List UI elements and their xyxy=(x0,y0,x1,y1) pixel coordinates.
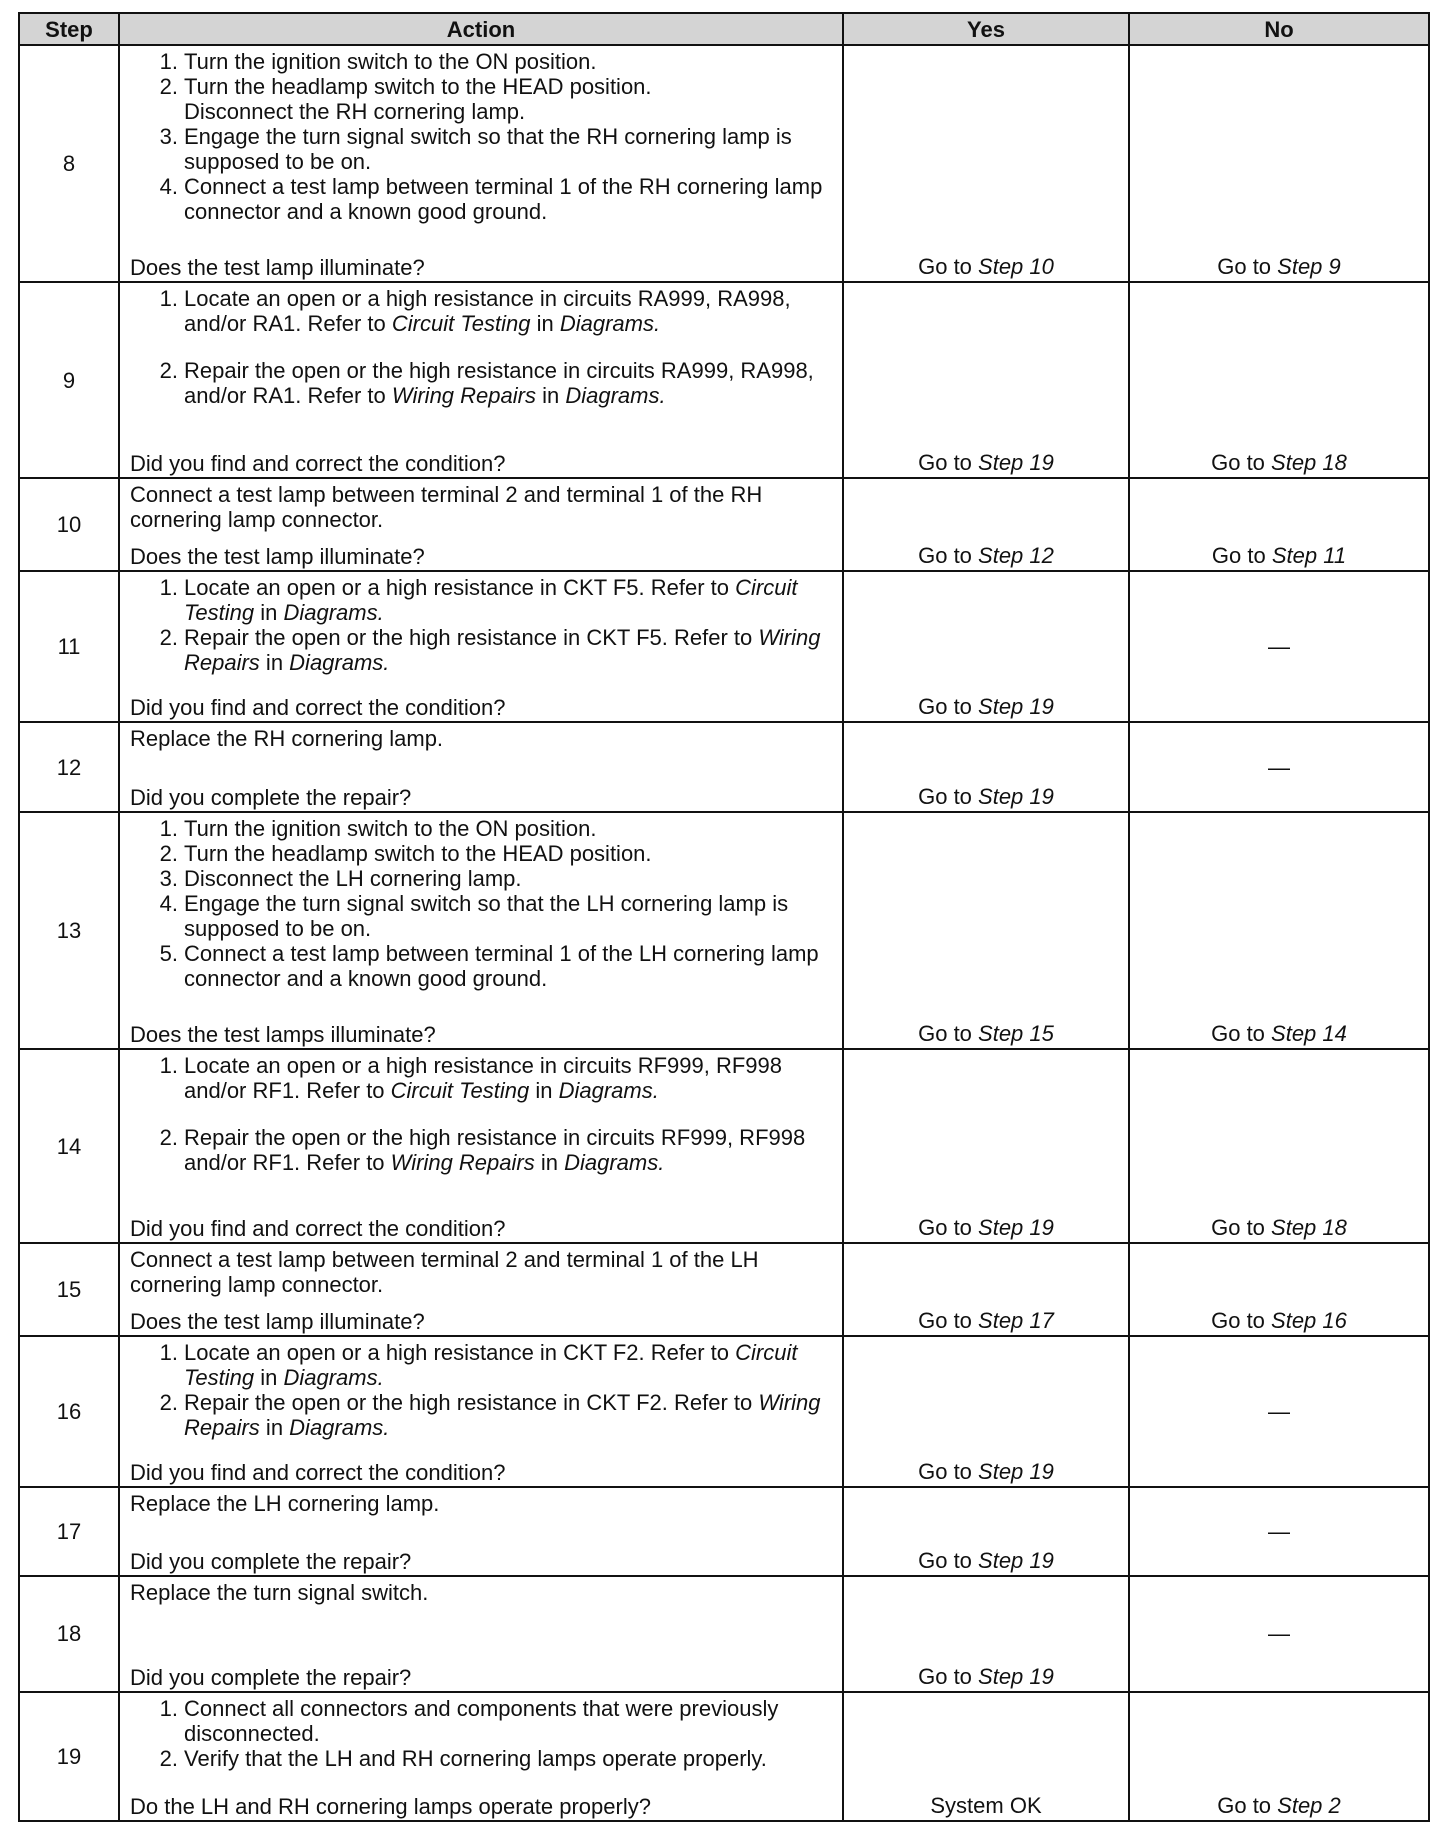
instruction-text: Connect a test lamp between terminal 2 and terminal 1 of the RH cornering lamp connector. xyxy=(130,482,763,533)
header-no: No xyxy=(1129,13,1429,45)
instruction-text: Engage the turn signal switch so that the LH cornering lamp is supposed to be on. xyxy=(184,891,789,942)
instruction-text: Turn the ignition switch to the ON position. xyxy=(184,49,597,74)
question-text: Did you complete the repair? xyxy=(130,1548,412,1574)
yes-cell-prefix: Go to xyxy=(918,1308,979,1334)
yes-cell-step-link: Step 19 xyxy=(978,1547,1054,1573)
no-cell-step-link: Step 9 xyxy=(1277,254,1341,280)
yes-cell-prefix: Go to xyxy=(918,543,979,569)
action-body xyxy=(130,1696,834,1794)
reference-text: Diagrams. xyxy=(283,600,384,626)
step-list-item xyxy=(150,49,834,74)
instruction-text: in xyxy=(259,1415,290,1441)
instruction-text: Turn the ignition switch to the ON position. xyxy=(184,816,597,842)
table-row xyxy=(19,478,1429,571)
yes-cell-prefix: Go to xyxy=(918,450,979,476)
yes-cell-step-link: Step 17 xyxy=(978,1308,1054,1334)
action-cell xyxy=(119,1243,843,1336)
step-cell: 15 xyxy=(19,1243,119,1336)
no-cell xyxy=(1129,282,1429,478)
action-content xyxy=(130,1491,834,1574)
reference-text: Diagrams. xyxy=(289,1415,390,1441)
step-cell: 19 xyxy=(19,1692,119,1821)
yes-cell-prefix: Go to xyxy=(918,1214,979,1240)
reference-text: Circuit Testing xyxy=(184,1340,798,1391)
question-text: Does the test lamps illuminate? xyxy=(130,1022,436,1048)
step-list-item xyxy=(150,1390,834,1440)
no-cell: — xyxy=(1129,1336,1429,1487)
no-cell: — xyxy=(1129,571,1429,722)
step-list xyxy=(130,1340,834,1440)
step-cell: 11 xyxy=(19,571,119,722)
action-body xyxy=(130,575,834,695)
step-number: 2. xyxy=(159,1390,178,1416)
header-row xyxy=(19,13,1429,45)
instruction-text: Connect all connectors and components that were previously disconnected. xyxy=(184,1695,779,1746)
reference-text: Diagrams. xyxy=(289,650,390,676)
step-cell: 12 xyxy=(19,722,119,812)
yes-cell-step-link: Step 19 xyxy=(978,1214,1054,1240)
yes-cell xyxy=(843,478,1129,571)
instruction-text: Connect a test lamp between terminal 1 of the RH cornering lamp connector and a known good ground. xyxy=(184,174,823,224)
step-number: 2. xyxy=(159,625,178,651)
instruction-text: Connect a test lamp between terminal 1 of the LH cornering lamp connector and a known good ground. xyxy=(184,941,819,992)
yes-cell-prefix: Go to xyxy=(918,1547,979,1573)
instruction-text: Locate an open or a high resistance in CKT F5. Refer to xyxy=(184,575,736,601)
instruction-text: in xyxy=(534,1150,565,1176)
step-list-item xyxy=(150,99,834,124)
action-cell xyxy=(119,812,843,1049)
step-list-item xyxy=(150,941,834,991)
action-cell xyxy=(119,722,843,812)
no-cell-step-link: Step 2 xyxy=(1277,1793,1341,1818)
step-cell: 8 xyxy=(19,45,119,282)
yes-cell-prefix: Go to xyxy=(918,694,979,720)
no-cell: — xyxy=(1129,1487,1429,1576)
question-text: Did you complete the repair? xyxy=(130,785,412,811)
no-cell-prefix: Go to xyxy=(1211,450,1272,476)
reference-text: Circuit Testing xyxy=(390,1078,530,1104)
instruction-text: in xyxy=(259,650,290,676)
step-cell: 13 xyxy=(19,812,119,1049)
yes-cell-prefix: Go to xyxy=(918,1663,979,1689)
reference-text: Wiring Repairs xyxy=(390,1150,535,1176)
instruction-text: Locate an open or a high resistance in CKT F2. Refer to xyxy=(184,1340,736,1366)
step-cell: 17 xyxy=(19,1487,119,1576)
reference-text: Diagrams. xyxy=(559,311,661,337)
instruction-text: Turn the headlamp switch to the HEAD position. xyxy=(184,74,652,99)
question-text: Did you find and correct the condition? xyxy=(130,1215,506,1241)
instruction-text: in xyxy=(535,383,566,409)
action-content xyxy=(130,482,834,569)
no-cell: — xyxy=(1129,722,1429,812)
no-cell-prefix: Go to xyxy=(1211,543,1272,569)
reference-text: Circuit Testing xyxy=(391,311,531,337)
question-text: Does the test lamp illuminate? xyxy=(130,544,425,570)
instruction-text: Engage the turn signal switch so that the RH cornering lamp is supposed to be on. xyxy=(184,124,792,174)
instruction-text: in xyxy=(530,311,560,337)
step-number: 2. xyxy=(159,1125,178,1151)
step-list-item xyxy=(150,1696,834,1746)
reference-text: Diagrams. xyxy=(565,383,666,409)
action-cell xyxy=(119,478,843,571)
instruction-text: Locate an open or a high resistance in circuits RF999, RF998 and/or RF1. Refer to xyxy=(184,1053,782,1104)
action-cell xyxy=(119,1487,843,1576)
yes-cell-step-link: Step 19 xyxy=(978,450,1054,476)
reference-text: Diagrams. xyxy=(283,1365,384,1391)
instruction-text: Repair the open or the high resistance in CKT F2. Refer to xyxy=(184,1390,759,1416)
step-list xyxy=(130,1696,834,1771)
instruction-text: Disconnect the RH cornering lamp. xyxy=(184,99,526,124)
no-cell-step-link: Step 18 xyxy=(1271,450,1347,476)
step-list-item xyxy=(150,891,834,941)
step-list-item xyxy=(150,841,834,866)
action-cell xyxy=(119,282,843,478)
diagnostic-table xyxy=(18,12,1430,1822)
step-list-item xyxy=(150,124,834,174)
action-body xyxy=(130,286,834,451)
yes-cell-prefix: Go to xyxy=(918,254,979,280)
no-cell-prefix: Go to xyxy=(1211,1308,1272,1334)
no-cell-step-link: Step 16 xyxy=(1271,1308,1347,1334)
step-number: 1. xyxy=(159,575,178,601)
table-row xyxy=(19,1049,1429,1242)
action-content xyxy=(130,1580,834,1690)
table-body xyxy=(19,45,1429,1821)
yes-cell-step-link: Step 19 xyxy=(978,1663,1054,1689)
reference-text: Wiring Repairs xyxy=(184,1390,821,1441)
step-cell: 14 xyxy=(19,1049,119,1242)
step-number: 3. xyxy=(159,124,178,149)
no-cell xyxy=(1129,1049,1429,1242)
instruction-text: Verify that the LH and RH cornering lamps operate properly. xyxy=(184,1745,767,1771)
step-list-item xyxy=(150,625,834,675)
step-list-item xyxy=(150,358,834,408)
table-row xyxy=(19,1336,1429,1487)
yes-cell xyxy=(843,1692,1129,1821)
step-number: 1. xyxy=(159,1340,178,1366)
action-cell xyxy=(119,45,843,282)
yes-cell xyxy=(843,1487,1129,1576)
step-number: 3. xyxy=(159,866,178,892)
yes-cell xyxy=(843,1576,1129,1692)
step-number: 2. xyxy=(159,358,178,384)
reference-text: Wiring Repairs xyxy=(391,383,536,409)
step-number: 2. xyxy=(159,1745,178,1771)
instruction-text: Connect a test lamp between terminal 2 and terminal 1 of the LH cornering lamp connector. xyxy=(130,1246,759,1297)
step-number: 2. xyxy=(159,841,178,867)
action-content xyxy=(130,1247,834,1334)
no-cell-prefix: Go to xyxy=(1217,254,1278,280)
step-list xyxy=(130,816,834,991)
step-list-item xyxy=(150,816,834,841)
step-number: 1. xyxy=(159,1695,178,1721)
instruction-text: Repair the open or the high resistance in CKT F5. Refer to xyxy=(184,625,759,651)
step-list xyxy=(130,49,834,224)
instruction-text: in xyxy=(254,600,284,626)
step-list xyxy=(130,575,834,675)
action-content xyxy=(130,816,834,1047)
instruction-text: Repair the open or the high resistance in circuits RA999, RA998, and/or RA1. Refer to xyxy=(184,358,814,409)
action-content xyxy=(130,575,834,720)
step-number: 4. xyxy=(159,174,178,199)
action-cell xyxy=(119,1692,843,1821)
yes-cell-prefix: Go to xyxy=(918,784,979,810)
yes-cell xyxy=(843,1243,1129,1336)
header-yes: Yes xyxy=(843,13,1129,45)
instruction-text: Disconnect the LH cornering lamp. xyxy=(184,866,522,892)
instruction-text: Replace the LH cornering lamp. xyxy=(130,1490,440,1516)
question-text: Did you find and correct the condition? xyxy=(130,1459,506,1485)
instruction-text: Replace the RH cornering lamp. xyxy=(130,726,444,752)
step-list-item xyxy=(150,1340,834,1390)
question-text: Did you find and correct the condition? xyxy=(130,695,506,721)
step-cell: 16 xyxy=(19,1336,119,1487)
table-row xyxy=(19,1576,1429,1692)
table-row xyxy=(19,1243,1429,1336)
yes-cell xyxy=(843,45,1129,282)
action-content xyxy=(130,1340,834,1485)
reference-text: Circuit Testing xyxy=(184,575,798,626)
question-text: Did you find and correct the condition? xyxy=(130,451,506,477)
step-number: 1. xyxy=(159,816,178,842)
action-cell xyxy=(119,571,843,722)
header-step: Step xyxy=(19,13,119,45)
yes-cell xyxy=(843,1336,1129,1487)
no-cell xyxy=(1129,478,1429,571)
action-body xyxy=(130,816,834,1022)
yes-cell-prefix: Go to xyxy=(918,1021,979,1047)
step-list-item xyxy=(150,74,834,99)
step-number: 1. xyxy=(159,49,178,74)
instruction-text: in xyxy=(529,1078,559,1104)
step-list-item xyxy=(150,1053,834,1103)
step-list-item xyxy=(150,286,834,336)
step-list-item xyxy=(150,866,834,891)
table-row xyxy=(19,722,1429,812)
action-body xyxy=(130,482,834,544)
action-body xyxy=(130,1247,834,1309)
step-list xyxy=(130,286,834,408)
no-cell xyxy=(1129,812,1429,1049)
step-number: 1. xyxy=(159,1053,178,1079)
yes-cell xyxy=(843,812,1129,1049)
action-content xyxy=(130,1053,834,1240)
yes-cell-step-link: Step 12 xyxy=(978,543,1054,569)
table-row xyxy=(19,282,1429,478)
table-row xyxy=(19,1692,1429,1821)
instruction-text: Repair the open or the high resistance in circuits RF999, RF998 and/or RF1. Refer to xyxy=(184,1125,806,1176)
table-row xyxy=(19,45,1429,282)
no-cell-step-link: Step 11 xyxy=(1271,543,1347,569)
table-row xyxy=(19,571,1429,722)
yes-cell-prefix: Go to xyxy=(918,1458,979,1484)
yes-cell xyxy=(843,571,1129,722)
yes-cell xyxy=(843,282,1129,478)
action-body xyxy=(130,726,834,785)
step-number: 5. xyxy=(159,941,178,967)
step-cell: 10 xyxy=(19,478,119,571)
instruction-text: Locate an open or a high resistance in circuits RA999, RA998, and/or RA1. Refer to xyxy=(184,286,791,337)
reference-text: Diagrams. xyxy=(564,1150,665,1176)
yes-cell xyxy=(843,722,1129,812)
question-text: Does the test lamp illuminate? xyxy=(130,255,425,281)
step-list-item xyxy=(150,1746,834,1771)
step-number: 1. xyxy=(159,286,178,312)
action-body xyxy=(130,1053,834,1215)
yes-cell-step-link: Step 19 xyxy=(978,784,1054,810)
action-content xyxy=(130,1696,834,1819)
table-row xyxy=(19,812,1429,1049)
step-list xyxy=(130,1053,834,1175)
step-number: 2. xyxy=(159,74,178,99)
yes-cell-step-link: Step 10 xyxy=(978,254,1054,280)
step-number: 4. xyxy=(159,891,178,917)
no-cell-prefix: Go to xyxy=(1217,1793,1278,1818)
no-cell-step-link: Step 18 xyxy=(1271,1214,1347,1240)
yes-cell-step-link: Step 19 xyxy=(978,694,1054,720)
step-list-item xyxy=(150,575,834,625)
action-body xyxy=(130,1580,834,1665)
no-cell: — xyxy=(1129,1576,1429,1692)
step-cell: 18 xyxy=(19,1576,119,1692)
no-cell-step-link: Step 14 xyxy=(1271,1021,1347,1047)
question-text: Do the LH and RH cornering lamps operate properly? xyxy=(130,1794,651,1819)
instruction-text: Turn the headlamp switch to the HEAD position. xyxy=(184,841,652,867)
reference-text: Wiring Repairs xyxy=(184,625,821,676)
yes-cell-step-link: Step 19 xyxy=(978,1458,1054,1484)
action-cell xyxy=(119,1576,843,1692)
yes-cell-text: System OK xyxy=(930,1793,1042,1818)
question-text: Does the test lamp illuminate? xyxy=(130,1309,425,1335)
table-row xyxy=(19,1487,1429,1576)
instruction-text: Replace the turn signal switch. xyxy=(130,1579,429,1605)
action-content xyxy=(130,726,834,810)
action-cell xyxy=(119,1336,843,1487)
action-body xyxy=(130,1491,834,1549)
action-content xyxy=(130,286,834,476)
header-action: Action xyxy=(119,13,843,45)
step-cell: 9 xyxy=(19,282,119,478)
yes-cell-step-link: Step 15 xyxy=(978,1021,1054,1047)
no-cell xyxy=(1129,1243,1429,1336)
question-text: Did you complete the repair? xyxy=(130,1664,412,1690)
step-list-item xyxy=(150,1125,834,1175)
no-cell xyxy=(1129,45,1429,282)
step-list-item xyxy=(150,174,834,224)
yes-cell xyxy=(843,1049,1129,1242)
no-cell-prefix: Go to xyxy=(1211,1214,1272,1240)
action-body xyxy=(130,1340,834,1460)
action-body xyxy=(130,49,834,255)
action-content xyxy=(130,49,834,280)
action-cell xyxy=(119,1049,843,1242)
instruction-text: in xyxy=(254,1365,284,1391)
no-cell-prefix: Go to xyxy=(1211,1021,1272,1047)
reference-text: Diagrams. xyxy=(558,1078,659,1104)
no-cell xyxy=(1129,1692,1429,1821)
